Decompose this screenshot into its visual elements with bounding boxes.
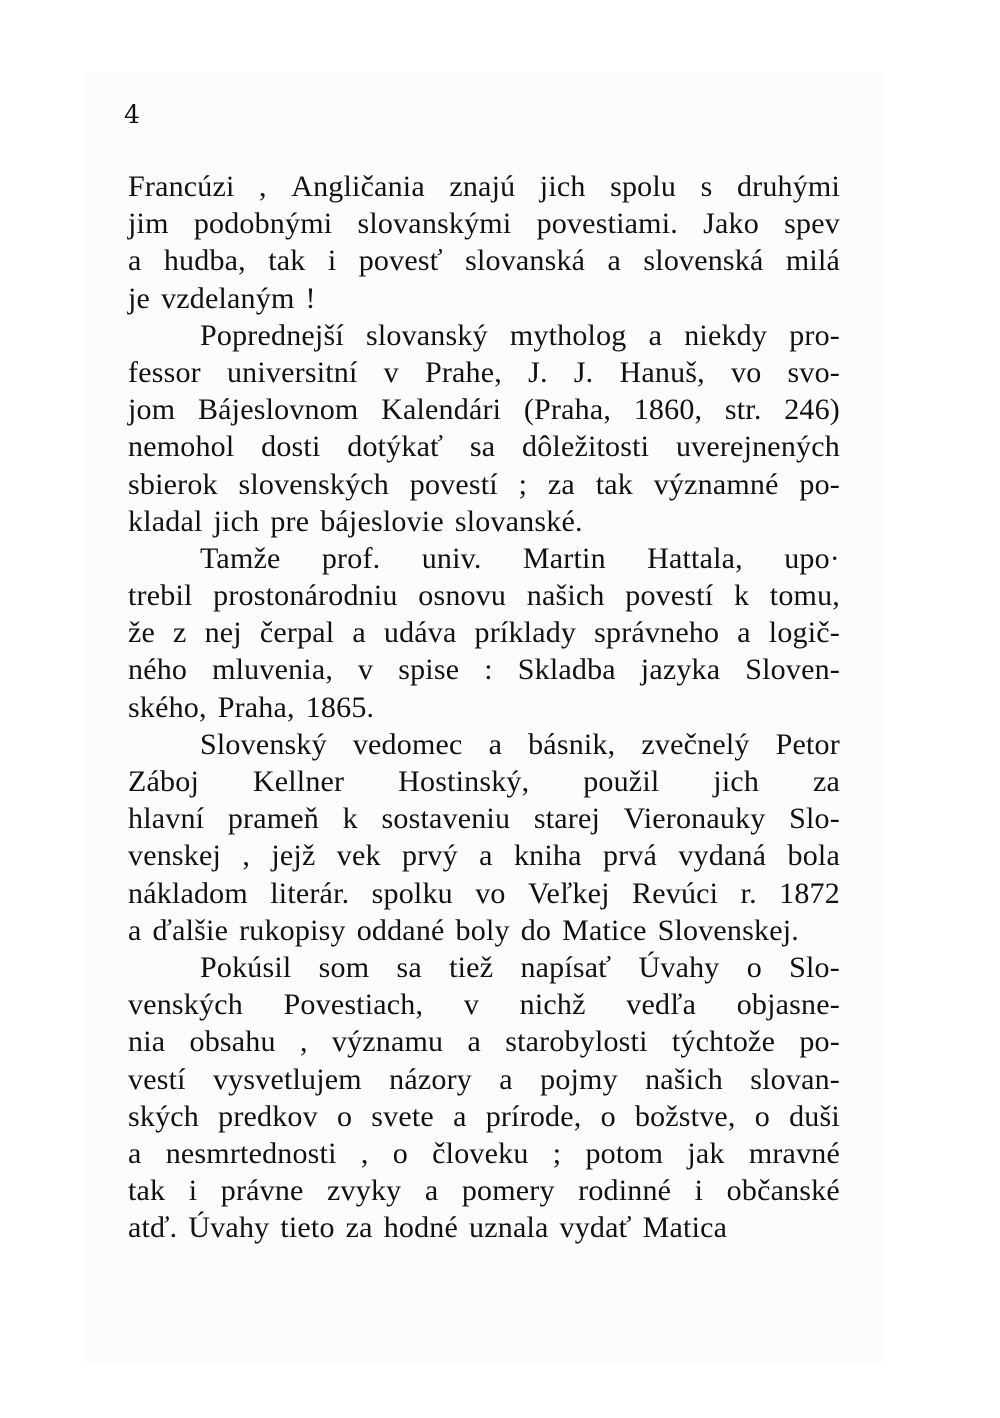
word: : <box>484 653 493 687</box>
word: som <box>318 950 370 984</box>
word: atď. <box>128 1211 178 1245</box>
word: sbierok <box>128 467 218 501</box>
word: našich <box>526 579 605 613</box>
word: ; <box>552 1136 562 1170</box>
word: obsahu <box>189 1025 276 1059</box>
word: v <box>358 653 374 687</box>
word: jazyka <box>640 653 721 687</box>
text-line <box>128 540 840 577</box>
word: prameň <box>227 802 319 836</box>
word: 246) <box>784 393 840 427</box>
word: a <box>499 1062 513 1096</box>
word: str. <box>724 393 762 427</box>
word: tieto <box>280 1211 335 1245</box>
text-line <box>128 354 840 391</box>
word: človeku <box>432 1136 529 1170</box>
word: Revúci <box>632 876 719 910</box>
text-line <box>128 912 840 949</box>
word: , <box>259 170 267 203</box>
word: slovan- <box>750 1062 840 1096</box>
word: z <box>173 616 187 650</box>
word: a <box>607 244 622 278</box>
word: spise <box>398 653 460 687</box>
word: Vieronauky <box>623 802 766 836</box>
word: v <box>463 988 480 1022</box>
word: Pokúsil <box>200 950 292 984</box>
word: Kalendári <box>381 393 502 427</box>
word: Úvahy <box>638 950 720 984</box>
word: J. <box>528 355 548 389</box>
text-line <box>128 391 840 428</box>
text-line <box>128 726 840 763</box>
word: Veľkej <box>527 876 610 910</box>
word: druhými <box>736 170 840 203</box>
word: r. <box>740 876 757 910</box>
word: , <box>360 1136 369 1170</box>
word: sa <box>469 430 496 464</box>
word: nemohol <box>128 430 235 464</box>
word: príklady <box>474 616 577 650</box>
word: Petor <box>775 727 840 761</box>
word: i <box>694 1174 704 1208</box>
word: hlavní <box>128 802 205 836</box>
word: napísať <box>520 950 612 984</box>
word: a <box>128 913 142 947</box>
word: a <box>737 616 751 650</box>
word: Angličania <box>291 170 425 203</box>
word: ! <box>305 281 316 315</box>
word: potom <box>585 1136 664 1170</box>
word: významu <box>331 1025 444 1059</box>
word: uznala <box>469 1211 549 1245</box>
word: rodinné <box>578 1174 672 1208</box>
word: slovanská <box>465 244 586 278</box>
word: po- <box>799 467 840 501</box>
word: čerpal <box>259 616 335 650</box>
word: jom <box>128 393 176 427</box>
word: milá <box>785 244 840 278</box>
word: trebil <box>128 579 193 613</box>
word: správneho <box>594 616 720 650</box>
word: logič- <box>768 616 840 650</box>
word: znajú <box>449 170 516 203</box>
word: zvyky <box>327 1174 402 1208</box>
word: rukopisy <box>239 913 346 947</box>
word: pojmy <box>540 1062 618 1096</box>
text-line <box>128 1098 840 1135</box>
word: za <box>345 1211 373 1245</box>
word: slovenská <box>643 244 764 278</box>
text-line <box>128 614 840 651</box>
word: starej <box>533 802 600 836</box>
word: zvečnelý <box>641 727 750 761</box>
word: sostaveniu <box>381 802 511 836</box>
word: bola <box>787 839 840 873</box>
word: slovanský <box>365 318 488 352</box>
word: , <box>242 839 251 873</box>
word: za <box>812 765 840 798</box>
word: Skladba <box>517 653 616 687</box>
text-line <box>128 205 840 242</box>
word: názory <box>389 1062 472 1096</box>
word: slovenských <box>238 467 389 501</box>
word: nákladom <box>128 876 248 910</box>
text-line <box>128 168 840 205</box>
word: svete <box>371 1099 434 1133</box>
word: a <box>352 616 366 650</box>
word: dotýkať <box>347 430 444 464</box>
word: pro- <box>789 318 840 352</box>
word: je <box>128 281 151 315</box>
word: udáva <box>383 616 457 650</box>
word: a <box>479 839 493 873</box>
word: pomery <box>461 1174 555 1208</box>
word: jak <box>687 1136 725 1170</box>
word: o <box>600 1099 616 1133</box>
text-line <box>128 577 840 614</box>
word: o <box>754 1099 770 1133</box>
word: literár. <box>270 876 350 910</box>
word: spev <box>784 207 840 241</box>
word: Poprednejší <box>200 318 344 352</box>
word: vo <box>731 355 762 389</box>
word: Matice <box>562 913 647 947</box>
word: vysvetlujem <box>212 1062 362 1096</box>
text-line <box>128 763 840 800</box>
word: Jako <box>703 207 759 241</box>
word: Hanuš, <box>619 355 705 389</box>
text-line <box>128 837 840 874</box>
word: hodné <box>383 1211 459 1245</box>
word: tak <box>595 467 633 501</box>
word: Hostinský, <box>398 765 530 798</box>
word: duši <box>789 1099 840 1133</box>
word: vzdelaným <box>161 281 295 315</box>
word: povestí <box>409 467 498 501</box>
word: i <box>188 1174 198 1208</box>
word: vydať <box>559 1211 632 1245</box>
word: vo <box>475 876 506 910</box>
word: ďalšie <box>152 913 229 947</box>
text-line <box>128 1209 840 1246</box>
word: prvá <box>602 839 658 873</box>
word: vedľa <box>626 988 697 1022</box>
word: bájeslovie <box>320 504 444 538</box>
word: nia <box>128 1025 166 1059</box>
word: a <box>648 318 663 352</box>
word: po- <box>799 1025 840 1059</box>
word: Francúzi <box>128 170 235 203</box>
word: vek <box>336 839 381 873</box>
word: prof. <box>321 541 381 575</box>
word: venských <box>128 988 243 1022</box>
word: významné <box>653 467 779 501</box>
word: právne <box>220 1174 304 1208</box>
word: Povestiach, <box>283 988 424 1022</box>
text-line <box>128 1023 840 1060</box>
text-line <box>128 317 840 354</box>
word: objasne- <box>736 988 840 1022</box>
word: o <box>336 1099 353 1133</box>
word: do <box>520 913 552 947</box>
word: občanské <box>726 1174 840 1208</box>
word: J. <box>573 355 594 389</box>
word: Tamže <box>200 541 281 575</box>
word: ského, <box>128 690 207 724</box>
word: o <box>746 950 762 984</box>
word: jich <box>539 170 586 203</box>
word: slovanskými <box>357 207 512 241</box>
word: hudba, <box>163 244 246 278</box>
word: jich <box>213 504 260 538</box>
text-line <box>128 280 840 317</box>
text-line <box>128 689 840 726</box>
word: fessor <box>128 355 201 389</box>
word: tiež <box>449 950 494 984</box>
text-line <box>128 1135 840 1172</box>
word: nichž <box>519 988 586 1022</box>
word: starobylosti <box>505 1025 648 1059</box>
word: Sloven- <box>745 653 840 687</box>
text-line <box>128 1061 840 1098</box>
word: Slovenský <box>200 727 327 761</box>
word: prvý <box>402 839 458 873</box>
word: kladal <box>128 504 203 538</box>
word: jim <box>128 207 169 241</box>
word: ného <box>128 653 188 687</box>
word: v <box>383 355 399 389</box>
word: uverejnených <box>675 430 840 464</box>
word: vydaná <box>678 839 767 873</box>
word: prírode, <box>485 1099 582 1133</box>
word: slovanské. <box>454 504 583 538</box>
word: Prahe, <box>424 355 502 389</box>
text-line <box>128 503 840 540</box>
word: Slo- <box>789 950 840 984</box>
word: Úvahy <box>188 1211 270 1245</box>
text-line <box>128 800 840 837</box>
word: univ. <box>421 541 482 575</box>
word: vedomec <box>352 727 463 761</box>
word: sa <box>396 950 422 984</box>
word: Záboj <box>128 765 199 798</box>
word: 1860, <box>633 393 703 427</box>
word: a <box>424 1174 439 1208</box>
word: tak <box>128 1174 166 1208</box>
word: Hattala, <box>647 541 743 575</box>
word: mytholog <box>509 318 627 352</box>
text-line <box>128 1172 840 1209</box>
word: tak <box>268 244 306 278</box>
word: osnovu <box>418 579 507 613</box>
word: a <box>453 1099 467 1133</box>
word: a <box>467 1025 481 1059</box>
word: povesť <box>358 244 443 278</box>
word: s <box>700 170 713 203</box>
word: dosti <box>261 430 321 464</box>
word: ; <box>518 467 528 501</box>
word: za <box>547 467 575 501</box>
word: a <box>128 244 142 278</box>
word: týchtože <box>671 1025 776 1059</box>
word: kniha <box>513 839 582 873</box>
word: universitní <box>226 355 358 389</box>
word: a <box>128 1136 142 1170</box>
word: Slo- <box>789 802 840 836</box>
word: boly <box>455 913 510 947</box>
word: jich <box>713 765 760 798</box>
text-line <box>128 651 840 688</box>
word: jejž <box>271 839 316 873</box>
word: povestiami. <box>536 207 678 241</box>
word: pre <box>270 504 310 538</box>
word: predkov <box>218 1099 318 1133</box>
word: spolu <box>610 170 677 203</box>
body-text <box>128 168 840 1246</box>
word: dôležitosti <box>522 430 650 464</box>
word: (Praha, <box>523 393 612 427</box>
word: upo· <box>784 541 840 575</box>
text-line <box>128 242 840 279</box>
word: venskej <box>128 839 222 873</box>
word: povestí <box>625 579 714 613</box>
word: mravné <box>748 1136 840 1170</box>
word: niekdy <box>684 318 768 352</box>
text-line <box>128 949 840 986</box>
word: Matica <box>642 1211 728 1245</box>
word: oddané <box>356 913 445 947</box>
word: Kellner <box>252 765 345 798</box>
word: mluvenia, <box>212 653 334 687</box>
word: Martin <box>522 541 606 575</box>
text-line <box>128 428 840 465</box>
word: svo- <box>787 355 840 389</box>
word: i <box>327 244 337 278</box>
word: našich <box>645 1062 723 1096</box>
word: použil <box>583 765 660 798</box>
word: a <box>488 727 503 761</box>
word: k <box>733 579 750 613</box>
word: že <box>128 616 156 650</box>
word: Praha, <box>217 690 295 724</box>
word: podobnými <box>193 207 333 241</box>
word: tomu, <box>769 579 840 613</box>
word: o <box>392 1136 408 1170</box>
page-number: 4 <box>124 100 140 129</box>
word: vestí <box>128 1062 186 1096</box>
word: spolku <box>371 876 453 910</box>
word: nesmrtednosti <box>165 1136 337 1170</box>
word: 1872 <box>779 876 840 910</box>
word: básnik, <box>528 727 616 761</box>
text-line <box>128 875 840 912</box>
word: prostonárodniu <box>213 579 398 613</box>
word: k <box>342 802 358 836</box>
word: ských <box>128 1099 199 1133</box>
word: božstve, <box>634 1099 736 1133</box>
word: , <box>299 1025 308 1059</box>
text-line <box>128 986 840 1023</box>
word: 1865. <box>305 690 375 724</box>
word: nej <box>204 616 242 650</box>
word: Slovenskej. <box>657 913 799 947</box>
word: Bájeslovnom <box>197 393 359 427</box>
text-line <box>128 466 840 503</box>
